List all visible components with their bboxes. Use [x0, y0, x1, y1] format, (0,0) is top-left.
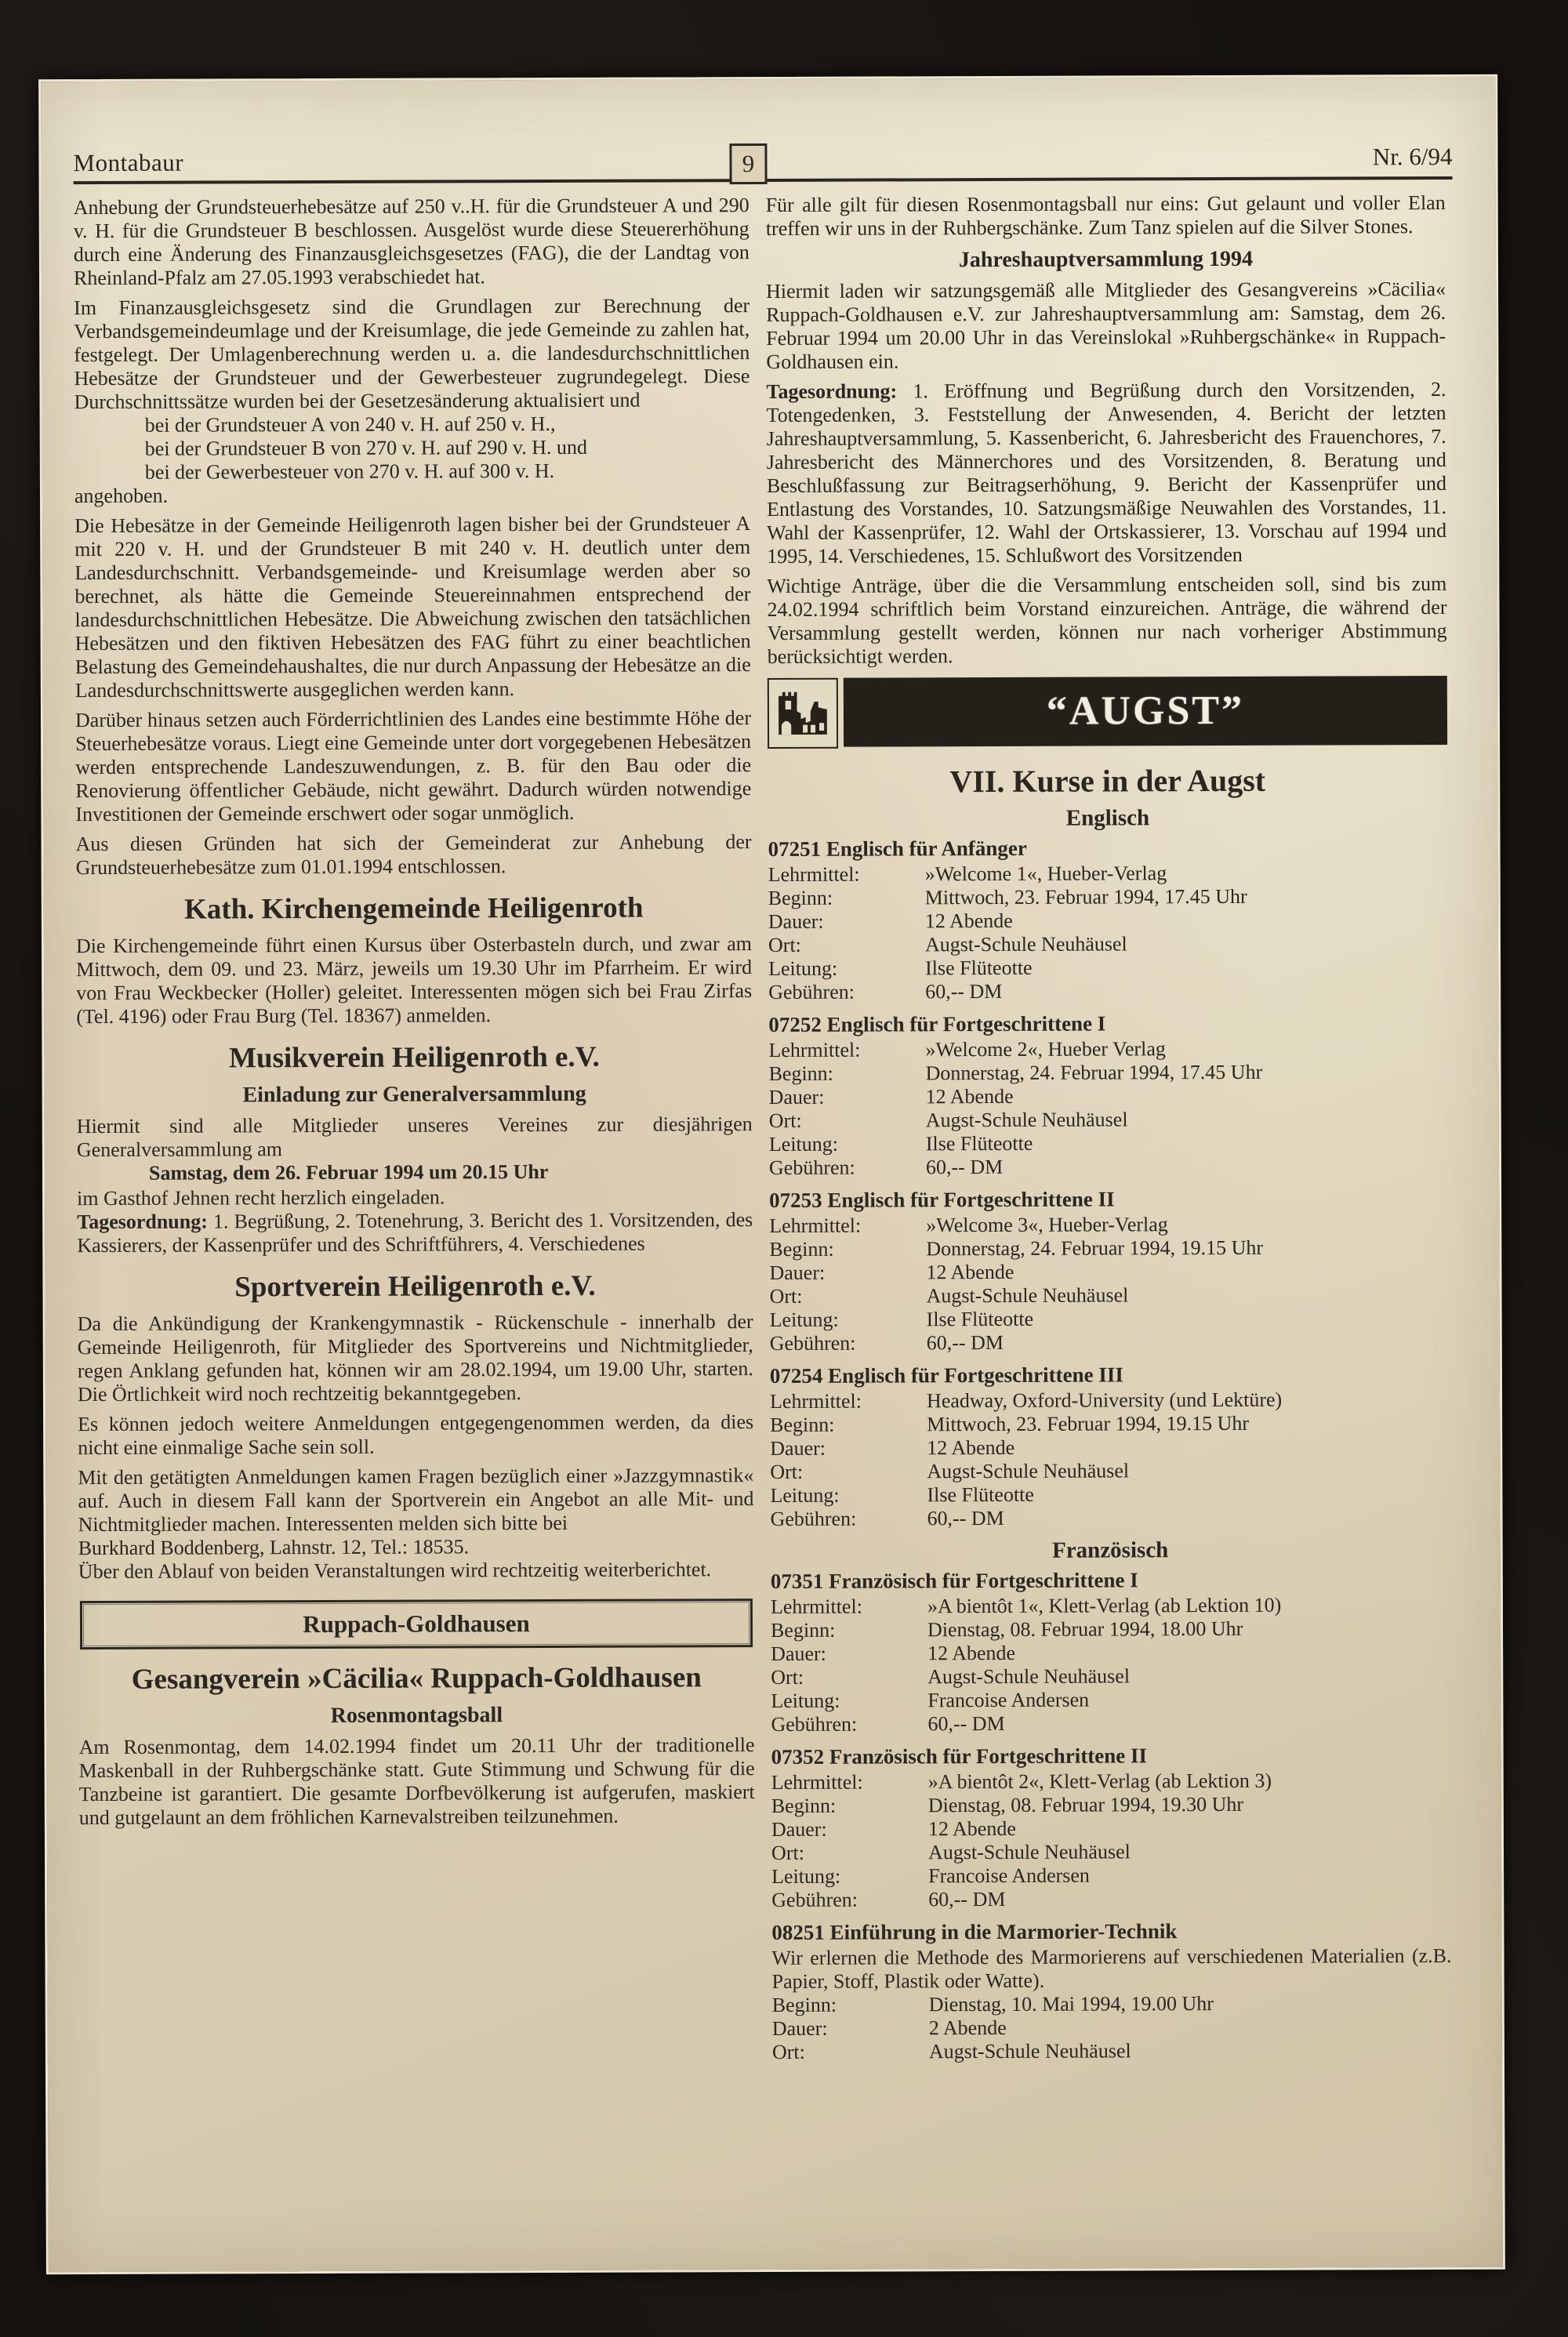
- course-entry: [771, 1918, 1452, 2064]
- course-row: [772, 2015, 1452, 2041]
- newspaper-page: [38, 74, 1505, 2274]
- course-entry: [770, 1361, 1450, 1531]
- course-row-label: Dauer:: [769, 1261, 826, 1285]
- course-row-value: Mittwoch, 23. Februar 1994, 17.45 Uhr: [924, 884, 1247, 909]
- agenda-text: 1. Begrüßung, 2. Totenehrung, 3. Bericht des 1. Vorsitzenden, des Kassierers, der Kassenprüfer und des Schriftführers, 4. Verschiedenes: [77, 1208, 753, 1257]
- subheading-rosenmontagsball: Rosenmontagsball: [330, 1703, 503, 1728]
- course-row-value: Headway, Oxford-University (und Lektüre): [926, 1388, 1283, 1413]
- paragraph: Da die Ankündigung der Krankengymnastik - Rückenschule - innerhalb der Gemeinde Heiligenroth, für Mitglieder des Sportvereins und Nichtmitglieder, regen Anklang gefunden hat, können wir am 28.02.1994, um 19.00 Uhr, starten. Die Örtlichkeit wird noch rechtzeitig bekanntgegeben.: [77, 1310, 753, 1406]
- course-row-value: Dienstag, 08. Februar 1994, 19.30 Uhr: [927, 1792, 1244, 1817]
- course-row: [770, 1330, 1450, 1355]
- course-row-value: 60,-- DM: [926, 1330, 1004, 1355]
- course-row-value: Francoise Andersen: [928, 1863, 1090, 1888]
- course-row-value: »Welcome 1«, Hueber-Verlag: [924, 862, 1167, 886]
- course-row-value: 60,-- DM: [925, 1155, 1004, 1179]
- paragraph: Für alle gilt für diesen Rosenmontagsball nur eins: Gut gelaunt und voller Elan treffen wir uns in der Ruhbergschänke. Zum Tanz spielen auf die Silver Stones.: [765, 191, 1446, 241]
- course-row-label: Gebühren:: [769, 1331, 856, 1355]
- augst-banner: [768, 676, 1447, 747]
- course-row-label: Ort:: [770, 1460, 804, 1484]
- agenda-lead: Tagesordnung:: [77, 1210, 208, 1234]
- course-row-value: Augst-Schule Neuhäusel: [924, 932, 1127, 956]
- course-row-value: »Welcome 2«, Hueber Verlag: [925, 1037, 1166, 1061]
- course-title: 08251 Einführung in die Marmorier-Technik: [771, 1919, 1178, 1945]
- course-row-value: Mittwoch, 23. Februar 1994, 19.15 Uhr: [927, 1411, 1250, 1436]
- course-row-value: Francoise Andersen: [927, 1688, 1090, 1712]
- course-row-value: Augst-Schule Neuhäusel: [928, 2039, 1131, 2063]
- course-row-label: Ort:: [768, 933, 801, 957]
- subheading-einladung: Einladung zur Generalversammlung: [242, 1081, 586, 1108]
- course-row-value: Donnerstag, 24. Februar 1994, 19.15 Uhr: [926, 1236, 1264, 1261]
- course-row-label: Gebühren:: [768, 980, 855, 1004]
- paragraph: Anhebung der Grundsteuerhebesätze auf 250 v..H. für die Grundsteuer A und 290 v. H. für die Grundsteuer B beschlossen. Ausgelöst wurde diese Steuererhöhung durch eine Änderung des Finanzausgleichsgesetzes (FAG), die der Landtag von Rheinland-Pfalz am 27.05.1993 verabschiedet hat.: [73, 194, 750, 290]
- course-row-label: Lehrmittel:: [769, 1214, 862, 1238]
- course-row-label: Beginn:: [768, 886, 833, 910]
- course-row-value: 12 Abende: [927, 1641, 1016, 1665]
- section-heading-musikverein: Musikverein Heiligenroth e.V.: [229, 1040, 600, 1075]
- course-row-value: Donnerstag, 24. Februar 1994, 17.45 Uhr: [925, 1060, 1263, 1085]
- course-row-value: Ilse Flüteotte: [925, 956, 1033, 980]
- course-row: [771, 1711, 1450, 1736]
- course-row: [770, 1482, 1450, 1508]
- course-row: [771, 1839, 1451, 1865]
- course-description: Wir erlernen die Methode des Marmorierens auf verschiedenen Materialien (z.B. Papier, Stoff, Plastik oder Watte).: [771, 1943, 1452, 1994]
- course-row: [769, 1212, 1449, 1238]
- paragraph: Hiermit laden wir satzungsgemäß alle Mitglieder des Gesangvereins »Cäcilia« Ruppach-Goldhausen e.V. zur Jahreshauptversammlung am: Samstag, dem 26. Februar 1994 um 20.00 Uhr in das Vereinslokal »Ruhbergschänke« in Ruppach-Goldhausen ein.: [766, 277, 1446, 374]
- course-row-label: Beginn:: [769, 1237, 834, 1261]
- subheading-jahreshauptversammlung: Jahreshauptversammlung 1994: [958, 246, 1254, 273]
- paragraph: angehoben.: [74, 484, 169, 508]
- course-row-value: Augst-Schule Neuhäusel: [927, 1664, 1131, 1689]
- course-row-label: Leitung:: [768, 956, 838, 981]
- course-row-label: Beginn:: [771, 1993, 837, 2017]
- course-row: [769, 1283, 1449, 1308]
- paragraph: Die Hebesätze in der Gemeinde Heiligenroth lagen bisher bei der Grundsteuer A mit 220 v. H. und der Grundsteuer B mit 240 v. H. deutlich unter dem Landesdurchschnitt. Verbandsgemeinde- und Kreisumlage werden aber so berechnet, als hätte die Gemeinde Steuereinnahmen entsprechend der landesdurchschnittlichen Hebesätze. Die Abweichung zwischen den tatsächlichen Hebesätzen und den fiktiven Hebesätzen des FAG führt zu einer beachtlichen Belastung des Gemeindehaushaltes, die nur durch Anpassung der Hebesätze an die Landesdurchschnittswerte ausgeglichen werden kann.: [74, 512, 751, 702]
- course-row-label: Lehrmittel:: [770, 1595, 862, 1619]
- group-heading-franzoesisch: Französisch: [1052, 1537, 1169, 1563]
- course-row: [768, 955, 1448, 981]
- place-banner-box: [80, 1599, 753, 1649]
- course-row-label: Ort:: [769, 1284, 803, 1308]
- paragraph: Mit den getätigten Anmeldungen kamen Fragen bezüglich einer »Jazzgymnastik« auf. Auch in diesem Fall kann der Sportverein ein Angebot an alle Mit- und Nichtmitglieder machen. Interessenten melden sich bitte bei: [78, 1464, 754, 1537]
- course-row: [769, 1154, 1449, 1180]
- course-entry: [768, 834, 1448, 1004]
- page-number-box: [729, 143, 767, 184]
- course-row-value: Augst-Schule Neuhäusel: [926, 1283, 1129, 1308]
- course-row-label: Dauer:: [771, 1817, 827, 1842]
- course-row-value: 60,-- DM: [927, 1506, 1004, 1530]
- course-row: [772, 2038, 1452, 2064]
- course-row-value: Ilse Flüteotte: [925, 1131, 1033, 1156]
- course-row-label: Gebühren:: [770, 1507, 857, 1531]
- left-column: [74, 194, 755, 1836]
- page-number: 9: [742, 150, 755, 178]
- course-row: [770, 1411, 1450, 1437]
- course-row: [771, 1792, 1451, 1818]
- course-row-value: 12 Abende: [927, 1816, 1016, 1841]
- paragraph: Aus diesen Gründen hat sich der Gemeinderat zur Anhebung der Grundsteuerhebesätze zum 01.01.1994 entschlossen.: [75, 830, 752, 880]
- course-row-value: 60,-- DM: [927, 1711, 1005, 1736]
- course-row-label: Lehrmittel:: [768, 862, 860, 887]
- course-row-value: »Welcome 3«, Hueber-Verlag: [926, 1213, 1168, 1237]
- course-row: [771, 1664, 1450, 1689]
- course-row-label: Beginn:: [770, 1618, 836, 1642]
- course-row-label: Lehrmittel:: [771, 1770, 863, 1794]
- course-row-value: Augst-Schule Neuhäusel: [927, 1840, 1131, 1864]
- course-row-value: 60,-- DM: [925, 979, 1003, 1003]
- course-row-label: Leitung:: [768, 1132, 839, 1156]
- course-row: [771, 1687, 1450, 1713]
- course-row-value: 12 Abende: [927, 1435, 1015, 1460]
- course-title: 07253 Englisch für Fortgeschrittene II: [769, 1187, 1115, 1213]
- course-row-value: »A bientôt 2«, Klett-Verlag (ab Lektion 3): [927, 1769, 1272, 1794]
- paragraph: im Gasthof Jehnen recht herzlich eingeladen.: [77, 1185, 445, 1210]
- augst-banner-title: “AUGST”: [1046, 688, 1245, 734]
- event-date-line: Samstag, dem 26. Februar 1994 um 20.15 Uhr: [148, 1159, 549, 1185]
- course-row-label: Ort:: [771, 1665, 804, 1689]
- tax-rate-line: bei der Gewerbesteuer von 270 v. H. auf 300 v. H.: [144, 459, 555, 484]
- course-title: 07352 Französisch für Fortgeschrittene II: [771, 1744, 1148, 1769]
- course-row: [771, 1886, 1451, 1912]
- course-row: [769, 1083, 1449, 1109]
- course-row-label: Dauer:: [771, 1642, 826, 1666]
- course-entry: [768, 1010, 1449, 1180]
- course-row-label: Ort:: [768, 1109, 802, 1133]
- paragraph: Es können jedoch weitere Anmeldungen entgegengenommen werden, da dies nicht eine einmalige Sache sein soll.: [78, 1410, 754, 1460]
- course-row-label: Dauer:: [771, 2016, 828, 2041]
- course-row: [768, 978, 1448, 1004]
- course-row: [771, 1617, 1450, 1642]
- course-row-label: Ort:: [771, 1841, 804, 1865]
- course-title: 07254 Englisch für Fortgeschrittene III: [769, 1363, 1123, 1388]
- paragraph-agenda: [77, 1208, 753, 1257]
- course-row-value: Augst-Schule Neuhäusel: [927, 1459, 1130, 1483]
- course-row-label: Gebühren:: [771, 1888, 858, 1912]
- course-entry: [771, 1566, 1451, 1736]
- section-heading-kurse: VII. Kurse in der Augst: [949, 762, 1266, 800]
- tax-rate-line: bei der Grundsteuer A von 240 v. H. auf 250 v. H.,: [144, 412, 556, 437]
- agenda-text: 1. Eröffnung und Begrüßung durch den Vorsitzenden, 2. Totengedenken, 3. Feststellung der Anwesenden, 4. Bericht der letzten Jahreshauptversammlung, 5. Kassenbericht, 6. Jahresbericht des Frauenchores, 7. Jahresbericht des Männerchores und des Vorsitzenden, 8. Beratung und Beschlußfassung zur Beitragserhöhung, 9. Bericht der Kassenprüfer und Entlastung des Vorstandes, 10. Satzungsmäßige Neuwahlen des Vorstandes, 11. Wahl der Kassenprüfer, 12. Wahl der Ortskassierer, 13. Vorschau auf 1994 und 1995, 14. Verschiedenes, 15. Schlußwort des Vorsitzenden: [766, 377, 1447, 568]
- course-row-label: Gebühren:: [768, 1156, 855, 1180]
- course-row-label: Lehrmittel:: [768, 1038, 861, 1062]
- course-row-label: Dauer:: [768, 909, 824, 934]
- course-row-label: Leitung:: [771, 1689, 840, 1713]
- section-heading-sportverein: Sportverein Heiligenroth e.V.: [234, 1269, 596, 1304]
- course-row-value: 12 Abende: [926, 1260, 1014, 1284]
- paragraph: Darüber hinaus setzen auch Förderrichtlinien des Landes eine bestimmte Höhe der Steuerhebesätze voraus. Liegt eine Gemeinde unter dort vorgegebenen Hebesätzen werden entsprechende Landeszuwendungen, z. B. für den Bau oder die Renovierung öffentlicher Gebäude, nicht gewährt. Dadurch würden notwendige Investitionen der Gemeinde erschwert oder sogar unmöglich.: [74, 706, 752, 826]
- place-banner-label: Ruppach-Goldhausen: [303, 1609, 530, 1638]
- course-row-label: Leitung:: [770, 1483, 840, 1508]
- course-row: [770, 1388, 1450, 1413]
- course-row: [771, 1769, 1451, 1794]
- course-row: [772, 1991, 1452, 2017]
- right-column: [766, 191, 1452, 2072]
- course-row: [768, 931, 1448, 957]
- course-row: [770, 1435, 1450, 1461]
- course-row-value: »A bientôt 1«, Klett-Verlag (ab Lektion 10): [927, 1593, 1282, 1618]
- course-row: [768, 908, 1448, 934]
- course-row: [769, 1060, 1449, 1086]
- course-row-value: Ilse Flüteotte: [927, 1482, 1034, 1507]
- paragraph: Hiermit sind alle Mitglieder unseres Vereines zur diesjährigen Generalversammlung am: [76, 1112, 753, 1162]
- course-row: [769, 1130, 1449, 1156]
- course-row: [769, 1107, 1449, 1133]
- course-row: [768, 884, 1448, 910]
- course-row-label: Lehrmittel:: [769, 1389, 862, 1413]
- paragraph: Am Rosenmontag, dem 14.02.1994 findet um 20.11 Uhr der traditionelle Maskenball in der Ruhbergschänke statt. Gute Stimmung und Schwung für die Tanzbeine ist garantiert. Die gesamte Dorfbevölkerung ist aufgerufen, maskiert und gutgelaunt an dem fröhlichen Karnevalstreiben teilzunehmen.: [78, 1733, 755, 1830]
- section-heading-gesangverein: Gesangverein »Cäcilia« Ruppach-Goldhausen: [131, 1661, 702, 1696]
- course-row-value: 12 Abende: [925, 1084, 1014, 1109]
- course-row-label: Beginn:: [768, 1061, 833, 1086]
- castle-ruin-icon: [768, 678, 838, 749]
- course-title: 07351 Französisch für Fortgeschrittene I: [770, 1568, 1138, 1594]
- course-row: [768, 1036, 1448, 1062]
- paragraph: Die Kirchengemeinde führt einen Kursus über Osterbasteln durch, und zwar am Mittwoch, dem 09. und 23. März, jeweils um 19.30 Uhr im Pfarrheim. Er wird von Frau Weckbecker (Holler) geleitet. Interessenten mögen sich bei Frau Zirfas (Tel. 4196) oder Frau Burg (Tel. 18367) anmelden.: [75, 932, 753, 1029]
- contact-line: Burkhard Boddenberg, Lahnstr. 12, Tel.: 18535.: [78, 1535, 470, 1560]
- course-row: [769, 1259, 1449, 1285]
- header-location: Montabaur: [73, 148, 184, 177]
- course-row: [771, 1640, 1450, 1666]
- agenda-lead: Tagesordnung:: [766, 379, 898, 404]
- tax-rate-line: bei der Grundsteuer B von 270 v. H. auf 290 v. H. und: [144, 435, 588, 460]
- course-row-value: Ilse Flüteotte: [926, 1307, 1034, 1331]
- course-row-label: Beginn:: [770, 1413, 835, 1437]
- course-row-label: Dauer:: [770, 1436, 826, 1461]
- course-row: [768, 861, 1448, 887]
- course-row-label: Ort:: [771, 2040, 805, 2064]
- course-entry: [769, 1185, 1450, 1355]
- paragraph-agenda: [766, 378, 1446, 568]
- course-row-label: Gebühren:: [771, 1712, 858, 1736]
- course-row: [770, 1458, 1450, 1484]
- paragraph: Über den Ablauf von beiden Veranstaltungen wird rechtzeitig weiterberichtet.: [78, 1558, 712, 1584]
- course-row-value: Augst-Schule Neuhäusel: [925, 1108, 1128, 1132]
- course-row-value: 60,-- DM: [928, 1887, 1006, 1911]
- course-row-label: Beginn:: [771, 1794, 837, 1818]
- course-title: 07251 Englisch für Anfänger: [768, 836, 1027, 862]
- course-row-value: Dienstag, 08. Februar 1994, 18.00 Uhr: [927, 1617, 1243, 1642]
- course-row-value: 12 Abende: [924, 909, 1013, 933]
- course-row: [771, 1816, 1451, 1842]
- group-heading-englisch: Englisch: [1065, 805, 1150, 831]
- augst-banner-bar: [844, 676, 1447, 747]
- course-row: [770, 1306, 1450, 1332]
- course-row-value: Dienstag, 10. Mai 1994, 19.00 Uhr: [928, 1992, 1214, 2016]
- course-row-label: Leitung:: [771, 1864, 841, 1889]
- header-issue-number: Nr. 6/94: [1372, 142, 1453, 171]
- course-row: [771, 1593, 1450, 1619]
- course-title: 07252 Englisch für Fortgeschrittene I: [768, 1011, 1106, 1037]
- paragraph: Wichtige Anträge, über die die Versammlung entscheiden soll, sind bis zum 24.02.1994 schriftlich beim Vorstand einzureichen. Anträge, die während der Versammlung gestellt werden, können nur nach vorheriger Abstimmung berücksichtigt werden.: [767, 572, 1447, 669]
- course-row-label: Leitung:: [769, 1308, 839, 1332]
- course-entry: [771, 1742, 1452, 1912]
- course-row: [769, 1236, 1449, 1261]
- course-row-value: 2 Abende: [928, 2016, 1007, 2040]
- course-row: [770, 1505, 1450, 1531]
- course-row: [771, 1863, 1451, 1889]
- course-row-label: Dauer:: [768, 1085, 825, 1109]
- section-heading-kirchengemeinde: Kath. Kirchengemeinde Heiligenroth: [184, 891, 644, 926]
- paragraph: Im Finanzausgleichsgesetz sind die Grundlagen zur Berechnung der Verbandsgemeindeumlage und der Kreisumlage, die jede Gemeinde zu zahlen hat, festgelegt. Der Umlagenberechnung werden u. a. die landesdurchschnittlichen Hebesätze der Grundsteuer und der Gewerbesteuer zugrundegelegt. Diese Durchschnittssätze wurden bei der Gesetzesänderung aktualisiert und: [74, 294, 750, 414]
